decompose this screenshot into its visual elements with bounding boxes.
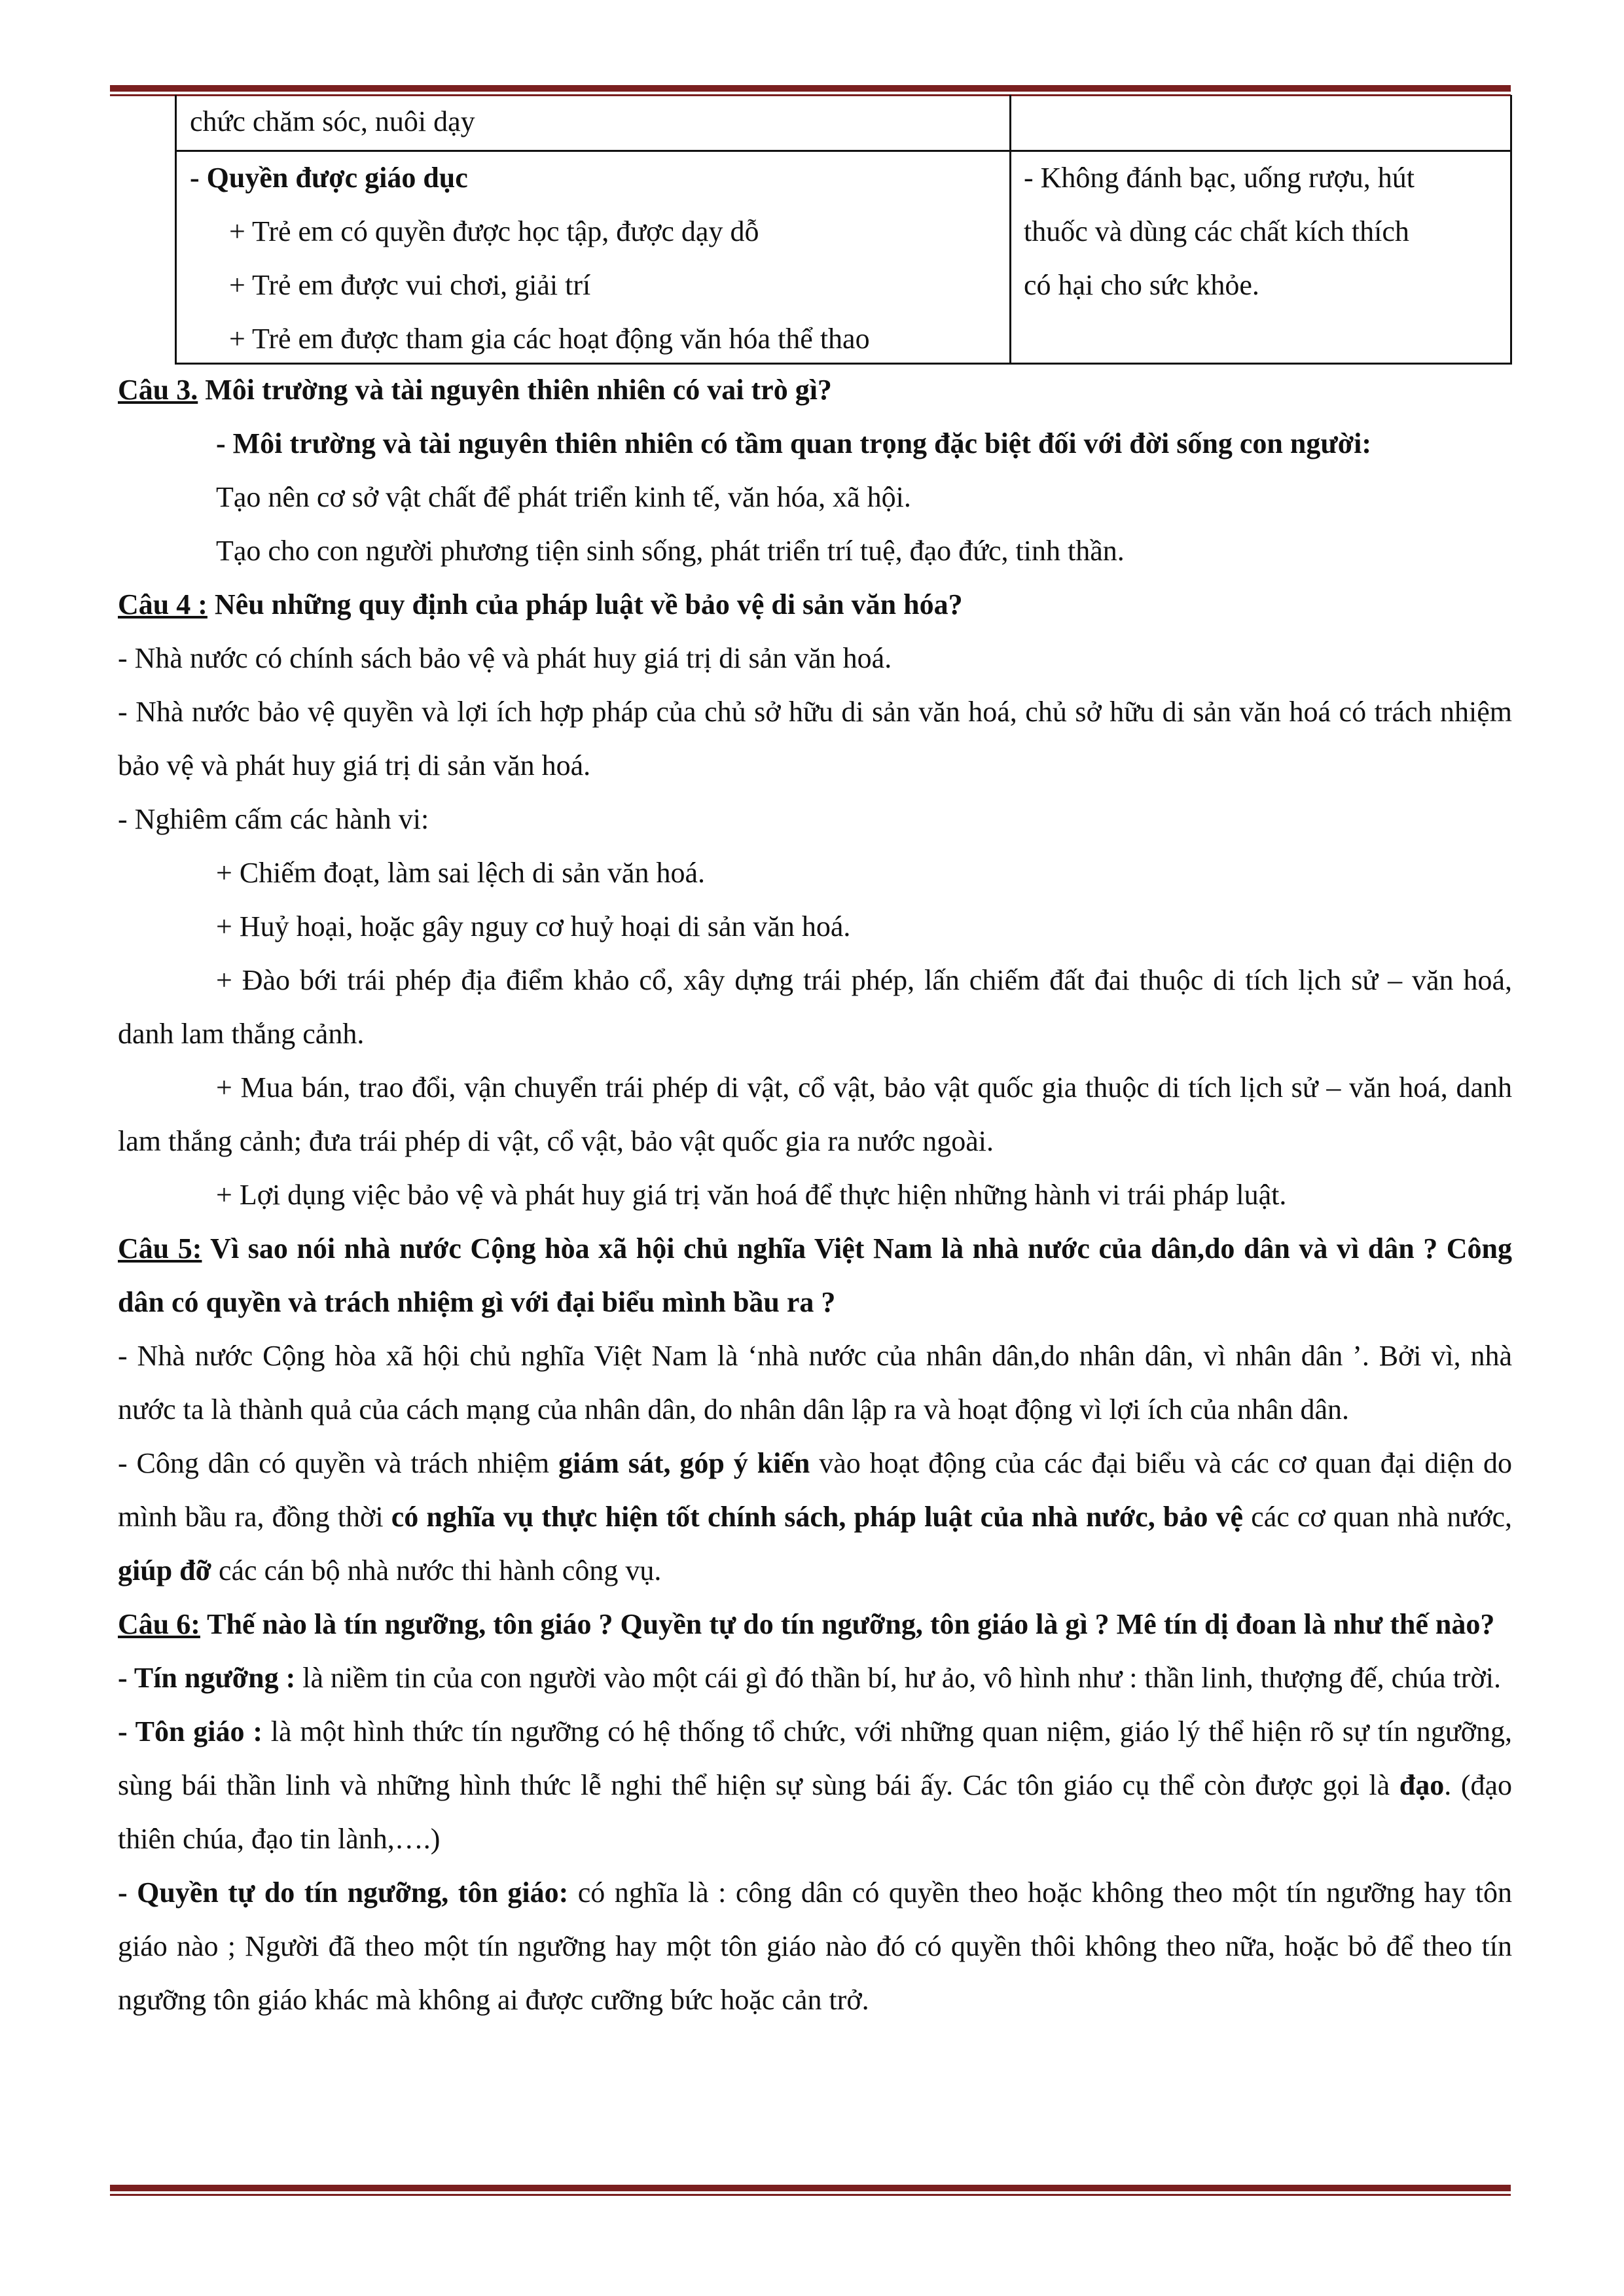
q4-item: + Đào bới trái phép địa điểm khảo cổ, xây dựng trái phép, lấn chiếm đất đai thuộc di tích lịch sử – văn hoá, danh lam thắng cảnh. xyxy=(118,964,1512,1050)
q4-item: + Huỷ hoại, hoặc gây nguy cơ huỷ hoại di sản văn hoá. xyxy=(216,910,851,942)
q5-paragraph: - Công dân có quyền và trách nhiệm giám sát, góp ý kiến vào hoạt động của các đại biểu và các cơ quan đại diện do mình bầu ra, đồng thời có nghĩa vụ thực hiện tốt chính sách, pháp luật của nhà nước, bảo vệ các cơ quan nhà nước, giúp đỡ các cán bộ nhà nước thi hành công vụ. xyxy=(118,1447,1512,1587)
document-body xyxy=(118,363,1512,2027)
table-cell-education xyxy=(190,151,870,366)
rights-table xyxy=(175,95,1512,365)
q5-paragraph: - Nhà nước Cộng hòa xã hội chủ nghĩa Việt Nam là ‘nhà nước của nhân dân,do nhân dân, vì nhân dân ’. Bởi vì, nhà nước ta là thành quả của cách mạng của nhân dân, do nhân dân lập ra và hoạt động vì lợi ích của nhân dân. xyxy=(118,1340,1512,1426)
q3-lead: - Môi trường và tài nguyên thiên nhiên có tầm quan trọng đặc biệt đối với đời sống con người: xyxy=(216,427,1371,459)
table-column-divider xyxy=(1009,95,1011,363)
q6-definition-religion: - Tôn giáo : là một hình thức tín ngưỡng có hệ thống tổ chức, với những quan niệm, giáo lý thể hiện rõ sự tín ngưỡng, sùng bái thần linh và những hình thức lễ nghi thể hiện sự sùng bái ấy. Các tôn giáo cụ thể còn được gọi là đạo. (đạo thiên chúa, đạo tin lành,….) xyxy=(118,1715,1513,1855)
table-cell-top-left: chức chăm sóc, nuôi dạy xyxy=(190,105,475,137)
q4-paragraph: - Nhà nước bảo vệ quyền và lợi ích hợp pháp của chủ sở hữu di sản văn hoá, chủ sở hữu di sản văn hoá có trách nhiệm bảo vệ và phát huy giá trị di sản văn hoá. xyxy=(118,696,1512,781)
q6-definition-belief: - Tín ngưỡng : là niềm tin của con người vào một cái gì đó thần bí, hư ảo, vô hình như : thần linh, thượng đế, chúa trời. xyxy=(118,1662,1502,1694)
question-4-heading: Câu 4 : Nêu những quy định của pháp luật về bảo vệ di sản văn hóa? xyxy=(118,588,963,620)
education-item: + Trẻ em được vui chơi, giải trí xyxy=(229,269,591,301)
q3-paragraph: Tạo cho con người phương tiện sinh sống, phát triển trí tuệ, đạo đức, tinh thần. xyxy=(216,535,1125,567)
q4-paragraph: - Nhà nước có chính sách bảo vệ và phát huy giá trị di sản văn hoá. xyxy=(118,642,892,674)
q4-item: + Chiếm đoạt, làm sai lệch di sản văn hoá. xyxy=(216,857,705,889)
question-5-heading: Câu 5: Vì sao nói nhà nước Cộng hòa xã hội chủ nghĩa Việt Nam là nhà nước của dân,do dân và vì dân ? Công dân có quyền và trách nhiệm gì với đại biểu mình bầu ra ? xyxy=(118,1232,1512,1318)
question-6-heading: Câu 6: Thế nào là tín ngưỡng, tôn giáo ? Quyền tự do tín ngưỡng, tôn giáo là gì ? Mê tín dị đoan là như thế nào? xyxy=(118,1608,1495,1640)
footer-rule xyxy=(110,2185,1511,2196)
q3-paragraph: Tạo nên cơ sở vật chất để phát triển kinh tế, văn hóa, xã hội. xyxy=(216,481,911,513)
table-cell-duties xyxy=(1024,151,1415,312)
duty-line: - Không đánh bạc, uống rượu, hút xyxy=(1024,162,1415,194)
question-3-heading: Câu 3. Môi trường và tài nguyên thiên nhiên có vai trò gì? xyxy=(118,374,832,406)
q4-item: + Mua bán, trao đổi, vận chuyển trái phép di vật, cổ vật, bảo vật quốc gia thuộc di tích lịch sử – văn hoá, danh lam thắng cảnh; đưa trái phép di vật, cổ vật, bảo vật quốc gia ra nước ngoài. xyxy=(118,1071,1512,1157)
q4-paragraph: - Nghiêm cấm các hành vi: xyxy=(118,803,429,835)
q4-item: + Lợi dụng việc bảo vệ và phát huy giá trị văn hoá để thực hiện những hành vi trái pháp luật. xyxy=(216,1179,1287,1211)
q6-definition-freedom: - Quyền tự do tín ngưỡng, tôn giáo: có nghĩa là : công dân có quyền theo hoặc không theo một tín ngưỡng hay tôn giáo nào ; Người đã theo một tín ngưỡng hay một tôn giáo nào đó có quyền thôi không theo nữa, hoặc bỏ để theo tín ngưỡng tôn giáo khác mà không ai được cưỡng bức hoặc cản trở. xyxy=(118,1876,1512,2016)
duty-line: thuốc và dùng các chất kích thích xyxy=(1024,215,1409,247)
education-item: + Trẻ em được tham gia các hoạt động văn hóa thể thao xyxy=(229,323,870,355)
education-item: + Trẻ em có quyền được học tập, được dạy dỗ xyxy=(229,215,759,247)
duty-line: có hại cho sức khỏe. xyxy=(1024,269,1259,301)
education-heading: - Quyền được giáo dục xyxy=(190,162,468,194)
